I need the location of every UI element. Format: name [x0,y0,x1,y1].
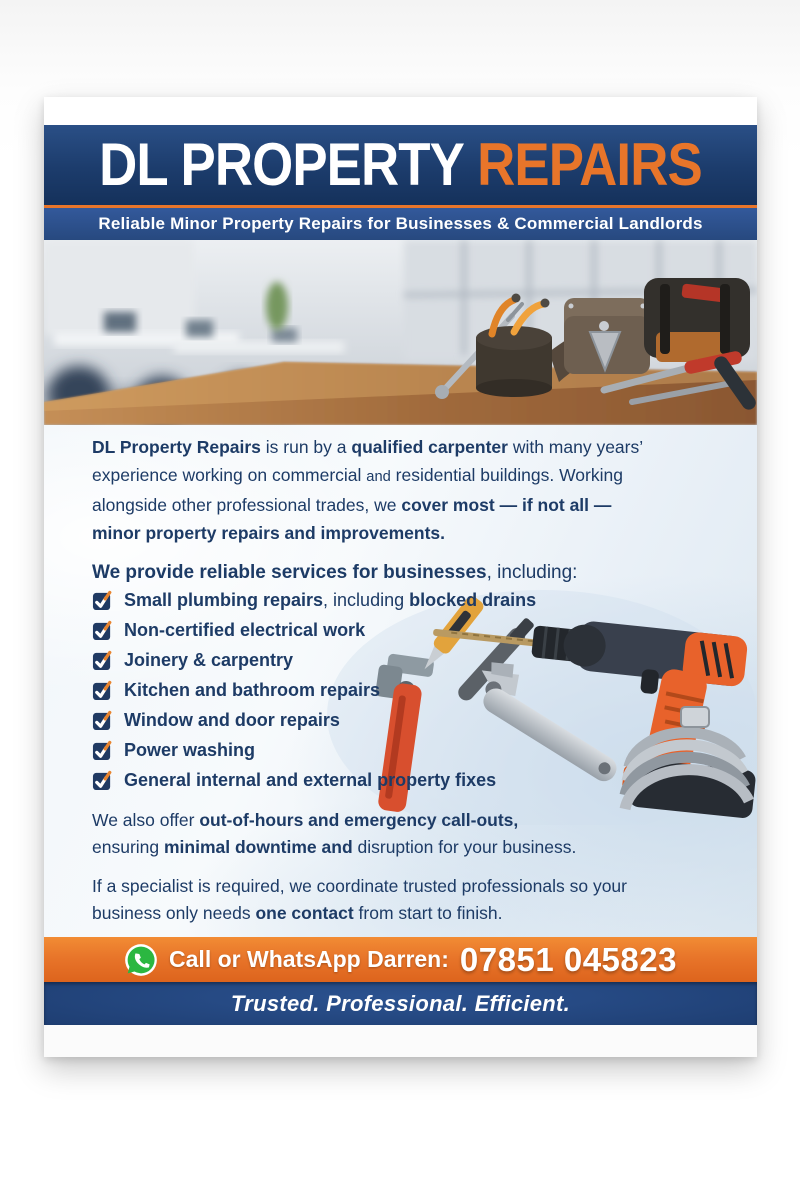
service-item-label: General internal and external property fixes [124,769,497,790]
body-content [44,425,757,927]
service-item-label: Joinery & carpentry [124,649,294,670]
service-item-label: Kitchen and bathroom repairs [124,679,381,700]
checkbox-checked-icon [92,770,113,791]
body-section [44,425,757,937]
checkbox-checked-icon [92,680,113,701]
checkbox-checked-icon [92,590,113,611]
service-item [92,585,717,615]
checkbox-checked-icon [92,650,113,671]
header-banner [44,125,757,205]
service-item [92,645,717,675]
service-item [92,705,717,735]
service-item-label: Non-certified electrical work [124,619,366,640]
contact-label: Call or WhatsApp Darren: [169,946,449,972]
service-item [92,675,717,705]
intro-paragraph: DL Property Repairs is run by a qualified carpenter with many years’ experience working on commercial and residential buildings. Working alongside other professional trades, we cover most — if not all — minor property repairs and improvements. [92,437,644,543]
title-word-dl-property: DL PROPERTY [99,131,465,198]
hero-photo-art [44,240,757,425]
service-item-label: Window and door repairs [124,709,340,730]
contact-bar [44,937,757,982]
checkbox-checked-icon [92,620,113,641]
page-title [99,131,702,198]
hero-photo-toolbelt-on-desk [44,240,757,425]
service-item-label: Small plumbing repairs, including blocked drains [124,589,537,610]
service-item [92,735,717,765]
callouts-paragraph: We also offer out-of-hours and emergency call-outs, ensuring minimal downtime and disruption for your business. [92,810,577,857]
checkbox-checked-icon [92,710,113,731]
service-item [92,765,717,795]
flyer-page [44,97,757,1057]
tagline-text: Trusted. Professional. Efficient. [230,990,571,1016]
contact-phone-number: 07851 045823 [459,940,677,978]
subtitle-bar [44,208,757,240]
whatsapp-icon [124,943,158,977]
subtitle-text: Reliable Minor Property Repairs for Businesses & Commercial Landlords [98,214,703,233]
service-item [92,615,717,645]
page-bottom-margin [44,1025,757,1057]
checkbox-checked-icon [92,740,113,761]
service-item-label: Power washing [124,739,256,760]
services-heading: We provide reliable services for businesses, including: [92,562,578,583]
footer-bar [44,982,757,1025]
services-list [92,585,717,795]
specialist-paragraph: If a specialist is required, we coordinate trusted professionals so your business only needs one contact from start to finish. [92,876,627,923]
title-word-repairs: REPAIRS [477,131,702,198]
page-top-margin [44,97,757,125]
